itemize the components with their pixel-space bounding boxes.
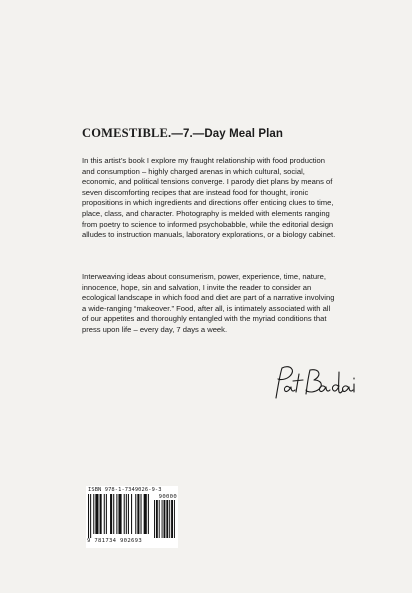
barcode-bar bbox=[90, 494, 91, 538]
description-paragraph-2: Interweaving ideas about consumerism, power, experience, time, nature, innocence, hope, sin and salvation, I invite the reader to consider an ecological landscape in which food and diet are part of a narrative involving a wide-ranging “makeover.” Food, after all, is intimately associated with all of our appetites and thoroughly entangled with the myriad conditions that press upon life – every day, 7 days a week. bbox=[82, 272, 335, 334]
barcode-addon: 90000 bbox=[158, 494, 177, 500]
barcode-addon-bar bbox=[171, 500, 173, 538]
barcode-bar bbox=[113, 494, 114, 534]
barcode-bar bbox=[104, 494, 105, 534]
barcode-bar bbox=[148, 494, 149, 534]
barcode-addon-bar bbox=[174, 500, 175, 538]
barcode-addon-bar bbox=[166, 500, 168, 538]
barcode-bar bbox=[110, 494, 112, 534]
barcode-addon-bar bbox=[154, 500, 155, 538]
barcode-bar bbox=[95, 494, 98, 534]
barcode-bar bbox=[135, 494, 136, 534]
barcode-bar bbox=[137, 494, 139, 534]
barcode-bar bbox=[124, 494, 125, 534]
barcode-bar bbox=[126, 494, 127, 534]
barcode-bar bbox=[100, 494, 102, 534]
author-signature bbox=[268, 362, 358, 406]
isbn-barcode bbox=[86, 486, 178, 548]
barcode-addon-bar bbox=[162, 500, 163, 538]
barcode-bar bbox=[88, 494, 89, 538]
barcode-bar bbox=[131, 494, 132, 534]
barcode-bar bbox=[116, 494, 117, 534]
barcode-digits: 9 781734 902693 bbox=[87, 538, 143, 544]
description-paragraph-1: In this artist’s book I explore my fraught relationship with food production and consumption – highly charged arenas in which cultural, social, economic, and political tensions converge. I parody diet plans by means of seven discomforting recipes that are instead food for thought, ironic propositions in which ingredients and directions offer enticing clues to time, place, class, and character. Photography is melded with elements ranging from poetry to science to informed psychobabble, while the editorial design alludes to instruction manuals, laboratory explorations, or a biology cabinet. bbox=[82, 156, 336, 240]
barcode-bar bbox=[144, 494, 147, 534]
barcode-addon-bar bbox=[164, 500, 166, 538]
barcode-bar bbox=[118, 494, 121, 534]
title-rest: —7.—Day Meal Plan bbox=[171, 128, 284, 140]
barcode-bars bbox=[88, 494, 176, 538]
barcode-number bbox=[86, 494, 179, 544]
barcode-bar bbox=[141, 494, 142, 534]
book-title bbox=[82, 126, 342, 141]
barcode-addon-bar bbox=[156, 500, 158, 538]
barcode-bar bbox=[106, 494, 107, 534]
isbn-text: ISBN 978-1-7349026-9-3 bbox=[88, 487, 162, 493]
barcode-bar bbox=[93, 494, 94, 534]
title-main: COMESTIBLE. bbox=[82, 126, 172, 140]
barcode-addon-bar bbox=[159, 500, 160, 538]
barcode-bar bbox=[128, 494, 129, 534]
barcode-addon-bar bbox=[169, 500, 170, 538]
